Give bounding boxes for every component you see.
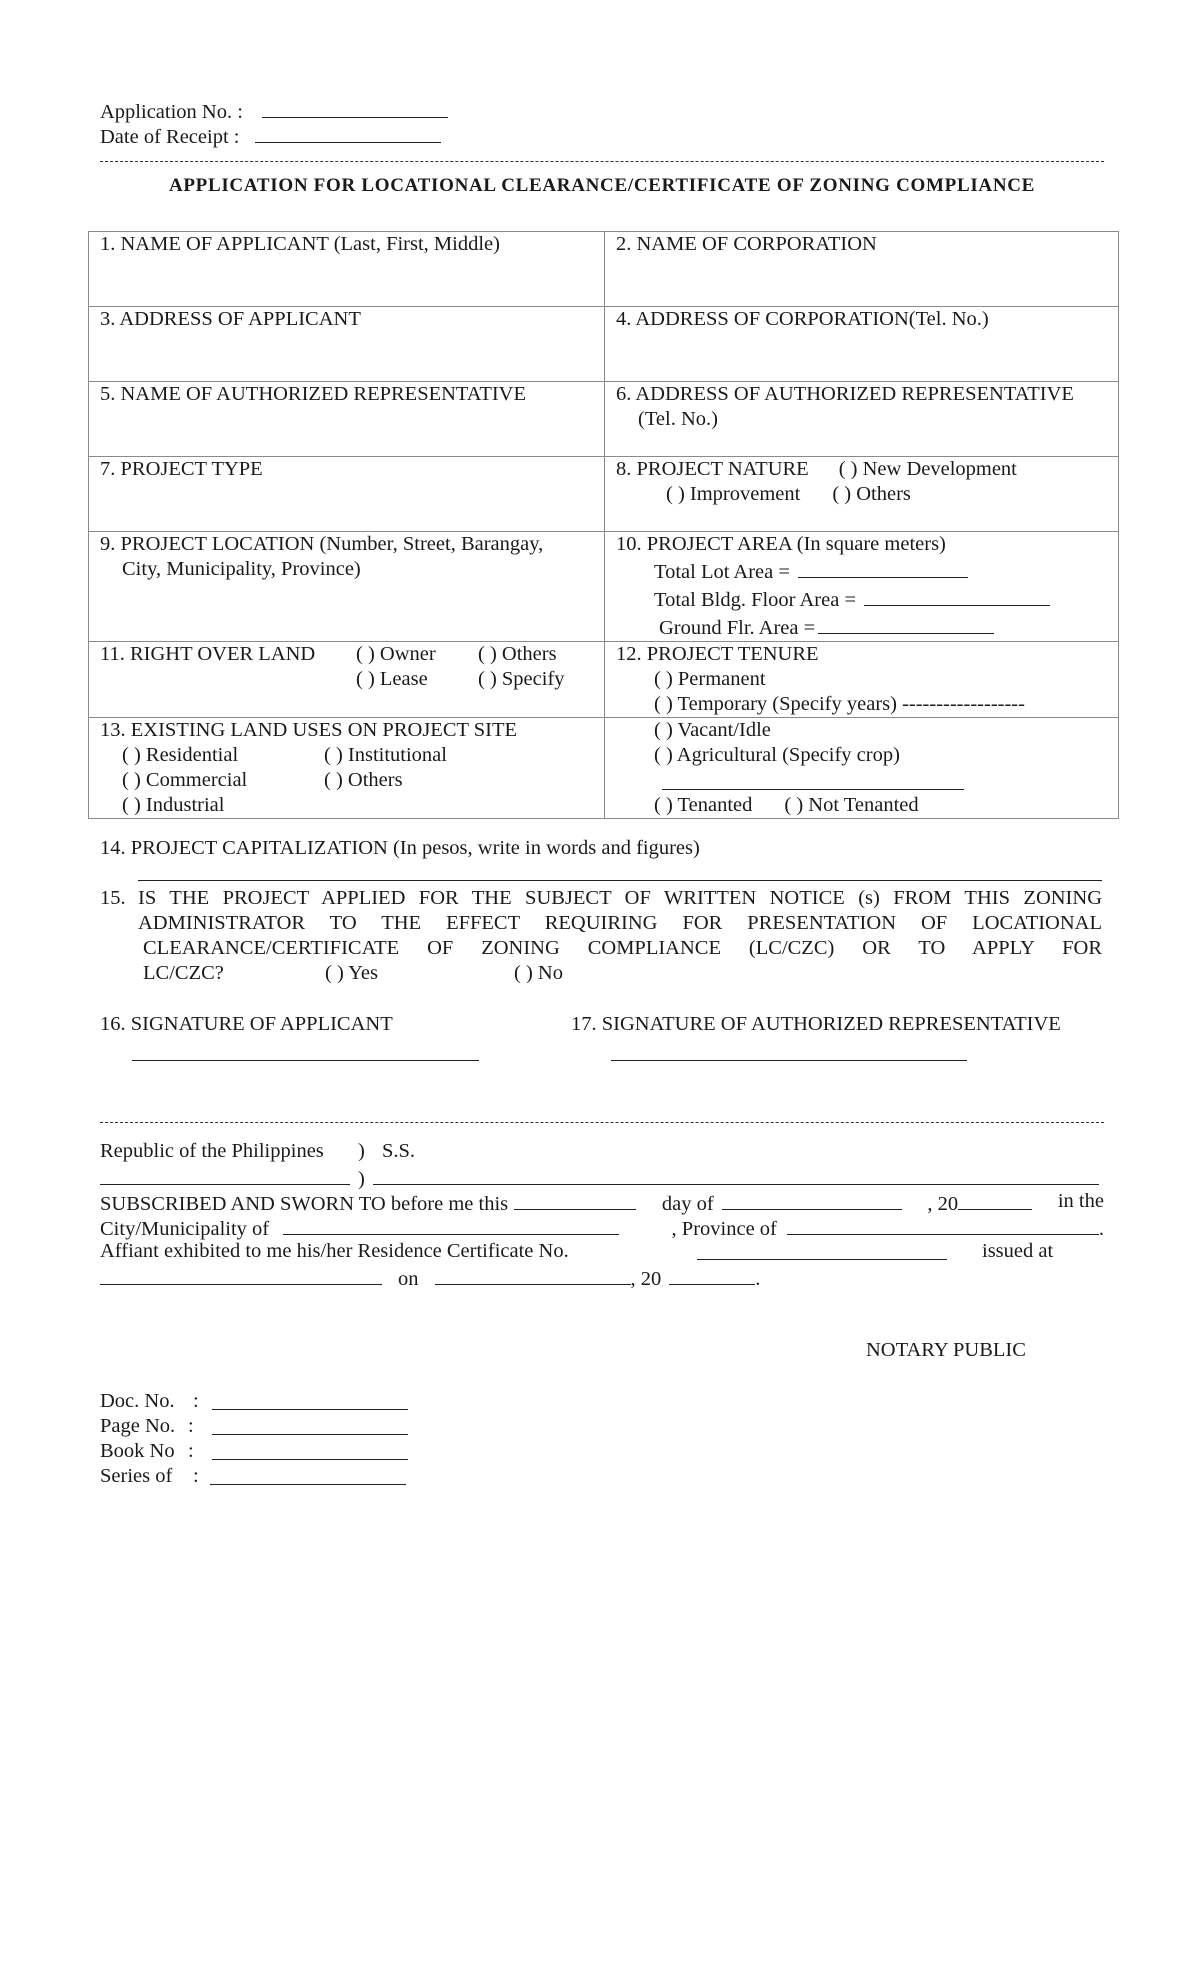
series-of-field[interactable]	[210, 1464, 406, 1485]
representative-address-label: 6. ADDRESS OF AUTHORIZED REPRESENTATIVE	[616, 383, 1074, 405]
option-tenanted[interactable]: ( ) Tenanted	[654, 794, 753, 816]
city-field[interactable]	[283, 1214, 619, 1235]
issued-year-prefix: , 20	[630, 1268, 662, 1290]
series-of-colon: :	[193, 1465, 199, 1487]
project-area-label: 10. PROJECT AREA (In square meters)	[616, 533, 946, 555]
site-status-cell	[605, 718, 1119, 819]
project-location-cell[interactable]	[89, 532, 605, 642]
sworn-day-of: day of	[661, 1193, 714, 1215]
province-label: , Province of	[671, 1218, 777, 1240]
application-no-label: Application No. :	[100, 101, 243, 123]
republic-label: Republic of the Philippines	[100, 1140, 324, 1162]
application-table	[88, 231, 1119, 819]
project-tenure-cell	[605, 642, 1119, 718]
question-15-line-2: ADMINISTRATOR TO THE EFFECT REQUIRING FOR PRESENTATION OF LOCATIONAL	[138, 912, 1102, 934]
book-no-field[interactable]	[212, 1439, 408, 1460]
name-of-applicant-cell[interactable]	[89, 232, 605, 307]
existing-land-uses-cell	[89, 718, 605, 819]
residence-cert-field[interactable]	[697, 1239, 947, 1260]
right-over-land-cell	[89, 642, 605, 718]
doc-no-label: Doc. No.	[100, 1390, 175, 1412]
sworn-year-prefix: , 20	[927, 1193, 959, 1215]
option-owner[interactable]: ( ) Owner	[356, 643, 436, 665]
signature-applicant-line[interactable]	[132, 1060, 479, 1061]
address-of-applicant-cell[interactable]	[89, 307, 605, 382]
option-not-tenanted[interactable]: ( ) Not Tenanted	[784, 794, 919, 816]
name-of-applicant-label: 1. NAME OF APPLICANT (Last, First, Middle)	[100, 233, 500, 255]
option-residential[interactable]: ( ) Residential	[122, 744, 239, 766]
project-tenure-label: 12. PROJECT TENURE	[616, 643, 819, 665]
sworn-text: SUBSCRIBED AND SWORN TO before me this	[100, 1193, 509, 1215]
venue-row	[100, 1164, 1099, 1192]
option-commercial[interactable]: ( ) Commercial	[122, 769, 248, 791]
project-nature-cell	[605, 457, 1119, 532]
form-title: APPLICATION FOR LOCATIONAL CLEARANCE/CERTIFICATE OF ZONING COMPLIANCE	[168, 175, 1036, 196]
address-of-corporation-label: 4. ADDRESS OF CORPORATION(Tel. No.)	[616, 308, 989, 330]
issued-period: .	[755, 1268, 761, 1290]
representative-tel-label: (Tel. No.)	[638, 408, 718, 430]
sworn-in-the: in the	[1057, 1190, 1104, 1212]
option-lease[interactable]: ( ) Lease	[356, 668, 428, 690]
address-of-applicant-label: 3. ADDRESS OF APPLICANT	[100, 308, 361, 330]
option-nature-others[interactable]: ( ) Others	[832, 483, 911, 505]
city-label: City/Municipality of	[100, 1218, 270, 1240]
series-of-label: Series of	[100, 1465, 173, 1487]
name-of-corporation-label: 2. NAME OF CORPORATION	[616, 233, 877, 255]
project-capitalization-label: 14. PROJECT CAPITALIZATION (In pesos, write in words and figures)	[100, 837, 700, 859]
residence-cert-row	[697, 1239, 947, 1267]
signature-representative-label: 17. SIGNATURE OF AUTHORIZED REPRESENTATIVE	[571, 1013, 1061, 1035]
total-lot-area-field[interactable]	[798, 557, 968, 578]
option-institutional[interactable]: ( ) Institutional	[324, 744, 447, 766]
project-type-cell[interactable]	[89, 457, 605, 532]
crop-field[interactable]	[662, 768, 964, 790]
option-permanent[interactable]: ( ) Permanent	[654, 668, 766, 690]
option-improvement[interactable]: ( ) Improvement	[666, 483, 801, 505]
application-no-field[interactable]	[262, 97, 448, 118]
date-of-receipt-label: Date of Receipt :	[100, 126, 240, 148]
issued-at-label: issued at	[982, 1240, 1054, 1262]
option-new-development[interactable]: ( ) New Development	[838, 458, 1017, 480]
date-of-receipt-field[interactable]	[255, 122, 441, 143]
city-period: .	[1098, 1218, 1104, 1240]
signature-representative-line[interactable]	[611, 1060, 967, 1061]
application-no-row	[100, 97, 448, 125]
sworn-month-field[interactable]	[722, 1189, 902, 1210]
province-field[interactable]	[787, 1214, 1099, 1235]
venue-field-left[interactable]	[100, 1164, 350, 1185]
project-nature-label: 8. PROJECT NATURE	[616, 458, 809, 480]
divider-bottom	[100, 1122, 1104, 1123]
total-floor-area-field[interactable]	[864, 585, 1050, 606]
option-industrial[interactable]: ( ) Industrial	[122, 794, 225, 816]
book-no-label: Book No	[100, 1440, 175, 1462]
issued-year-field[interactable]	[669, 1264, 755, 1285]
doc-no-colon: :	[193, 1390, 199, 1412]
option-vacant-idle[interactable]: ( ) Vacant/Idle	[654, 719, 771, 741]
representative-address-cell[interactable]	[605, 382, 1119, 457]
authorized-representative-cell[interactable]	[89, 382, 605, 457]
signature-applicant-label: 16. SIGNATURE OF APPLICANT	[100, 1013, 393, 1035]
question-15-line-3: CLEARANCE/CERTIFICATE OF ZONING COMPLIANCE (LC/CZC) OR TO APPLY FOR	[143, 937, 1102, 959]
divider-top	[100, 161, 1104, 162]
authorized-representative-label: 5. NAME OF AUTHORIZED REPRESENTATIVE	[100, 383, 527, 405]
option-agricultural[interactable]: ( ) Agricultural (Specify crop)	[654, 744, 900, 766]
date-of-receipt-row	[100, 122, 441, 150]
project-area-cell	[605, 532, 1119, 642]
total-lot-area-label: Total Lot Area =	[654, 561, 790, 583]
venue-field-right[interactable]	[373, 1164, 1099, 1185]
page-no-field[interactable]	[212, 1414, 408, 1435]
option-no[interactable]: ( ) No	[514, 962, 563, 984]
ss-label: S.S.	[382, 1140, 416, 1162]
address-of-corporation-cell[interactable]	[605, 307, 1119, 382]
issued-on-row	[100, 1264, 760, 1292]
right-over-land-label: 11. RIGHT OVER LAND	[100, 643, 316, 665]
affiant-text: Affiant exhibited to me his/her Residence Certificate No.	[100, 1240, 569, 1262]
option-use-others[interactable]: ( ) Others	[324, 769, 403, 791]
on-label: on	[398, 1268, 419, 1290]
city-row	[100, 1214, 1104, 1242]
sworn-year-field[interactable]	[958, 1189, 1032, 1210]
ground-floor-area-label: Ground Flr. Area =	[659, 617, 816, 639]
option-temporary[interactable]: ( ) Temporary (Specify years) ------------------	[654, 693, 1025, 715]
option-yes[interactable]: ( ) Yes	[325, 962, 378, 984]
option-land-others[interactable]: ( ) Others	[478, 643, 557, 665]
ground-floor-area-field[interactable]	[818, 613, 994, 634]
issued-at-field[interactable]	[100, 1264, 382, 1285]
option-specify[interactable]: ( ) Specify	[478, 668, 565, 690]
page-no-label: Page No.	[100, 1415, 176, 1437]
sworn-row	[100, 1189, 1104, 1217]
paren-1: )	[358, 1140, 365, 1162]
project-location-hint: City, Municipality, Province)	[122, 558, 361, 580]
total-floor-area-label: Total Bldg. Floor Area =	[654, 589, 857, 611]
project-type-label: 7. PROJECT TYPE	[100, 458, 263, 480]
project-location-label: 9. PROJECT LOCATION (Number, Street, Barangay,	[100, 533, 544, 555]
name-of-corporation-cell[interactable]	[605, 232, 1119, 307]
question-15-line-4: LC/CZC?	[143, 962, 224, 984]
question-15-line-1: IS THE PROJECT APPLIED FOR THE SUBJECT OF WRITTEN NOTICE (s) FROM THIS ZONING	[138, 887, 1102, 909]
doc-no-field[interactable]	[212, 1389, 408, 1410]
question-15-number: 15.	[100, 887, 126, 909]
project-capitalization-field[interactable]	[138, 856, 1102, 881]
sworn-day-field[interactable]	[514, 1189, 636, 1210]
notary-public-label: NOTARY PUBLIC	[866, 1339, 1026, 1361]
existing-land-uses-label: 13. EXISTING LAND USES ON PROJECT SITE	[100, 719, 518, 741]
issued-on-field[interactable]	[435, 1264, 631, 1285]
page-no-colon: :	[188, 1415, 194, 1437]
paren-2: )	[358, 1168, 365, 1190]
book-no-colon: :	[188, 1440, 194, 1462]
